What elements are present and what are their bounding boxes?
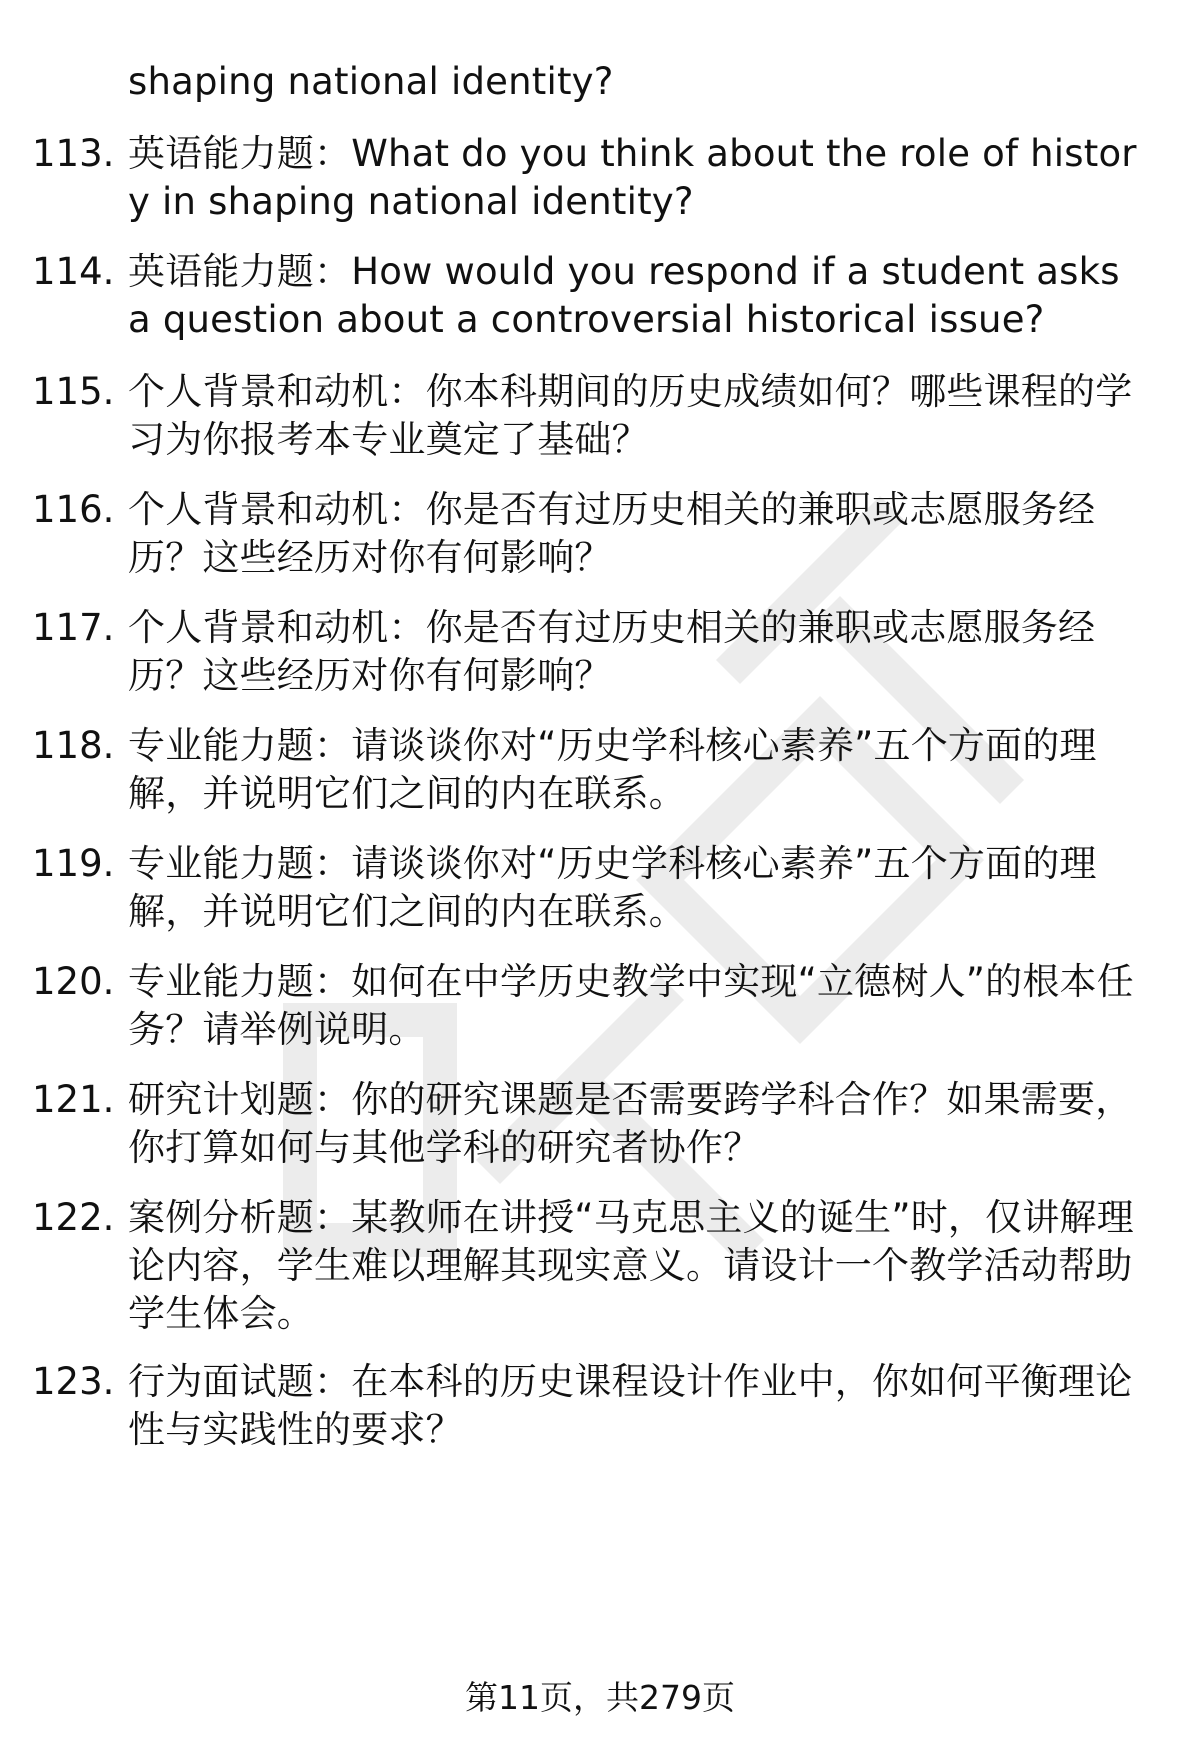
- question-number: 122.: [32, 1196, 115, 1239]
- question-number: 118.: [32, 724, 115, 767]
- question-number: 123.: [32, 1360, 115, 1403]
- question-text: 行为面试题：在本科的历史课程设计作业中，你如何平衡理论性与实践性的要求？: [128, 1360, 1133, 1451]
- page-footer: 第11页，共279页: [465, 1678, 735, 1717]
- question-text: 专业能力题：请谈谈你对“历史学科核心素养”五个方面的理解，并说明它们之间的内在联系。: [128, 842, 1097, 933]
- question-number: 121.: [32, 1078, 115, 1121]
- question-text: 个人背景和动机：你是否有过历史相关的兼职或志愿服务经历？这些经历对你有何影响？: [128, 488, 1096, 579]
- question-text: 专业能力题：如何在中学历史教学中实现“立德树人”的根本任务？请举例说明。: [128, 960, 1134, 1051]
- question-text: 研究计划题：你的研究课题是否需要跨学科合作？如果需要，你打算如何与其他学科的研究者协作？: [128, 1078, 1133, 1169]
- question-number: 119.: [32, 842, 115, 885]
- question-text: 个人背景和动机：你是否有过历史相关的兼职或志愿服务经历？这些经历对你有何影响？: [128, 606, 1096, 697]
- question-text: 专业能力题：请谈谈你对“历史学科核心素养”五个方面的理解，并说明它们之间的内在联系。: [128, 724, 1097, 815]
- question-text: 英语能力题：How would you respond if a student asks a question about a controversial historical issue?: [128, 250, 1120, 341]
- question-number: 115.: [32, 370, 115, 413]
- question-number: 117.: [32, 606, 115, 649]
- question-text: 英语能力题：What do you think about the role of history in shaping national identity?: [128, 132, 1137, 223]
- question-number: 114.: [32, 250, 115, 293]
- question-number: 120.: [32, 960, 115, 1003]
- question-number: 113.: [32, 132, 115, 175]
- continuation-text: shaping national identity?: [128, 60, 614, 103]
- question-number: 116.: [32, 488, 115, 531]
- question-text: 案例分析题：某教师在讲授“马克思主义的诞生”时，仅讲解理论内容，学生难以理解其现实意义。请设计一个教学活动帮助学生体会。: [128, 1196, 1134, 1335]
- question-text: 个人背景和动机：你本科期间的历史成绩如何？哪些课程的学习为你报考本专业奠定了基础？: [128, 370, 1133, 461]
